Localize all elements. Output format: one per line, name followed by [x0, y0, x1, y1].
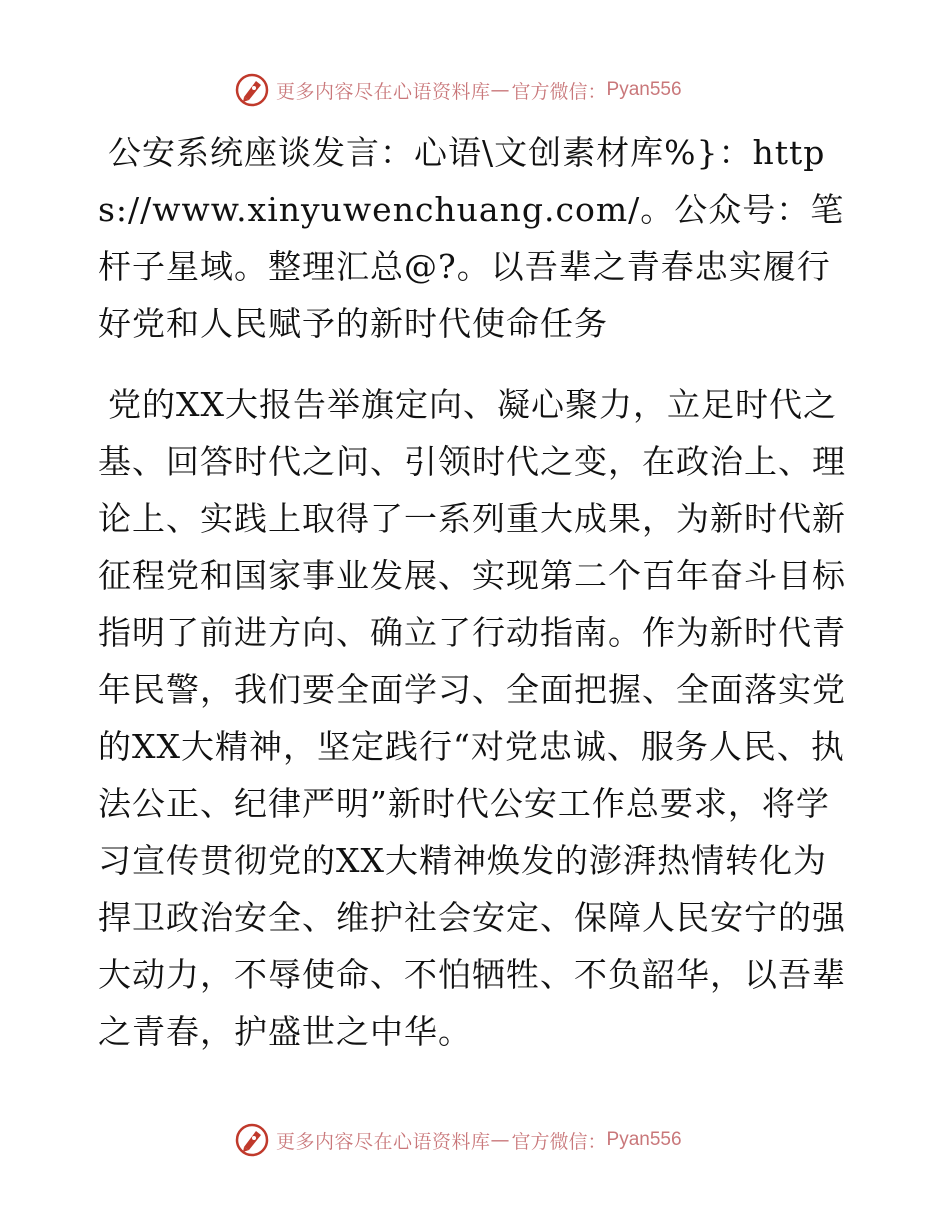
document-content — [98, 124, 850, 1060]
banner-text: 更多内容尽在心语资料库 — [276, 1130, 491, 1153]
banner-wechat-label: 官方微信： — [511, 80, 607, 103]
banner-wechat-id: Pyan556 — [606, 79, 682, 100]
banner-wechat-id: Pyan556 — [606, 1129, 682, 1150]
pen-nib-logo-icon — [234, 1122, 270, 1158]
body-paragraph: 党的XX大报告举旗定向、凝心聚力，立足时代之基、回答时代之问、引领时代之变，在政治上、理论上、实践上取得了一系列重大成果，为新时代新征程党和国家事业发展、实现第二个百年奋斗目标指明了前进方向、确立了行动指南。作为新时代青年民警，我们要全面学习、全面把握、全面落实党的XX大精神，坚定践行“对党忠诚、服务人民、执法公正、纪律严明”新时代公安工作总要求，将学习宣传贯彻党的XX大精神焕发的澎湃热情转化为捍卫政治安全、维护社会安定、保障人民安宁的强大动力，不辱使命、不怕牺牲、不负韶华，以吾辈之青春，护盛世之中华。 — [98, 385, 846, 1051]
pen-nib-logo-icon — [234, 72, 270, 108]
footer-watermark-banner — [234, 1120, 734, 1160]
banner-separator: — — [490, 1129, 510, 1151]
banner-wechat-label: 官方微信： — [511, 1130, 607, 1153]
header-watermark-banner — [234, 70, 734, 110]
banner-text: 更多内容尽在心语资料库 — [276, 80, 491, 103]
banner-separator: — — [490, 79, 510, 101]
title-paragraph: 公安系统座谈发言：心语\文创素材库%}：https://www.xinyuwenchuang.com/。公众号：笔杆子星域。整理汇总@?。以吾辈之青春忠实履行好党和人民赋予的新时代使命任务 — [98, 133, 845, 343]
